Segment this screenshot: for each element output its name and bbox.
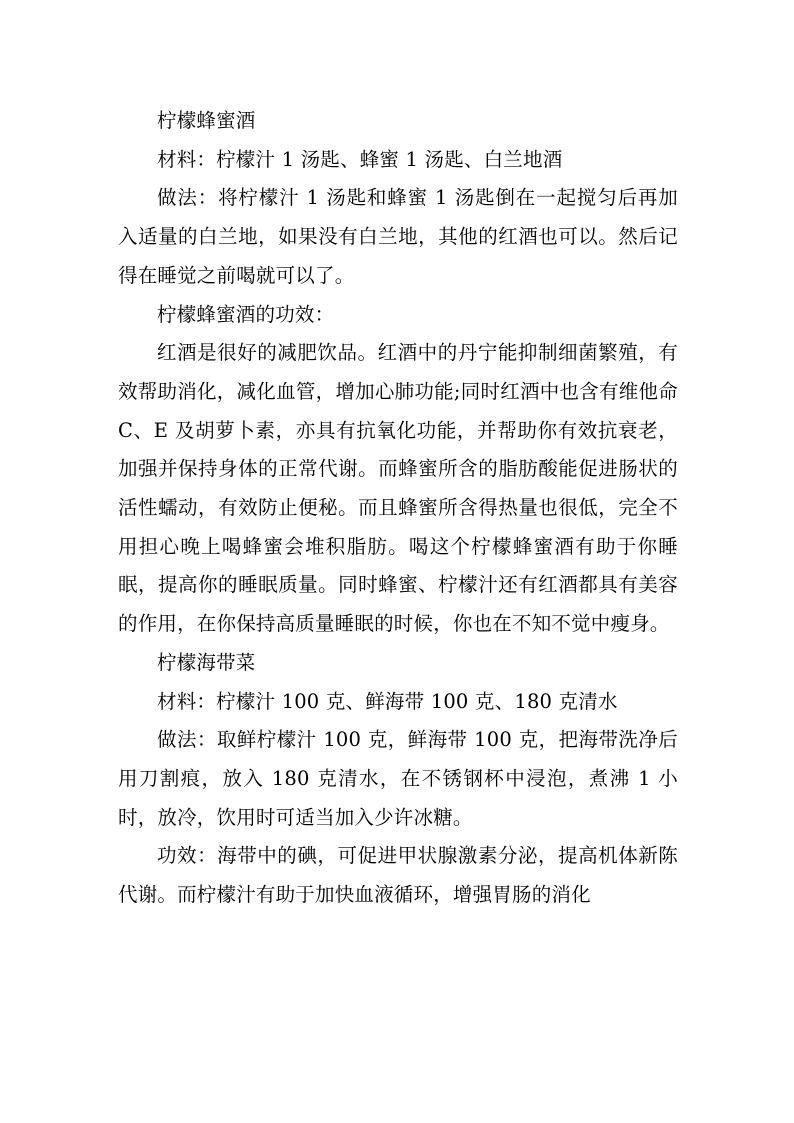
method-lemon-kelp: 做法：取鲜柠檬汁 100 克，鲜海带 100 克，把海带洗净后用刀割痕，放入 180 克清水，在不锈钢杯中浸泡，煮沸 1 小时，放冷，饮用时可适当加入少许冰糖。 — [118, 728, 678, 829]
ingredients-lemon-kelp: 材料：柠檬汁 100 克、鲜海带 100 克、180 克清水 — [157, 689, 618, 713]
benefits-lemon-honey-wine: 红酒是很好的减肥饮品。红酒中的丹宁能抑制细菌繁殖，有效帮助消化，减化血管，增加心肺功能;同时红酒中也含有维他命 C、E 及胡萝卜素，亦具有抗氧化功能，并帮助你有效抗衰老，加强并保持身体的正常代谢。而蜂蜜所含的脂肪酸能促进肠状的活性蠕动，有效防止便秘。而且蜂蜜所含得热量也很低，完全不用担心晚上喝蜂蜜会堆积脂肪。喝这个柠檬蜂蜜酒有助于你睡眠，提高你的睡眠质量。同时蜂蜜、柠檬汁还有红酒都具有美容的作用，在你保持高质量睡眠的时候，你也在不知不觉中瘦身。 — [118, 341, 678, 636]
heading-lemon-kelp: 柠檬海带菜 — [157, 650, 256, 674]
ingredients-lemon-honey-wine: 材料：柠檬汁 1 汤匙、蜂蜜 1 汤匙、白兰地酒 — [157, 147, 563, 171]
heading-lemon-honey-wine-benefits: 柠檬蜂蜜酒的功效： — [157, 302, 335, 326]
document-body — [118, 102, 678, 915]
benefits-lemon-kelp: 功效：海带中的碘，可促进甲状腺激素分泌，提高机体新陈代谢。而柠檬汁有助于加快血液循环，增强胃肠的消化 — [118, 844, 678, 907]
heading-lemon-honey-wine: 柠檬蜂蜜酒 — [157, 109, 256, 132]
method-lemon-honey-wine: 做法：将柠檬汁 1 汤匙和蜂蜜 1 汤匙倒在一起搅匀后再加入适量的白兰地，如果没有白兰地，其他的红酒也可以。然后记得在睡觉之前喝就可以了。 — [118, 186, 678, 287]
